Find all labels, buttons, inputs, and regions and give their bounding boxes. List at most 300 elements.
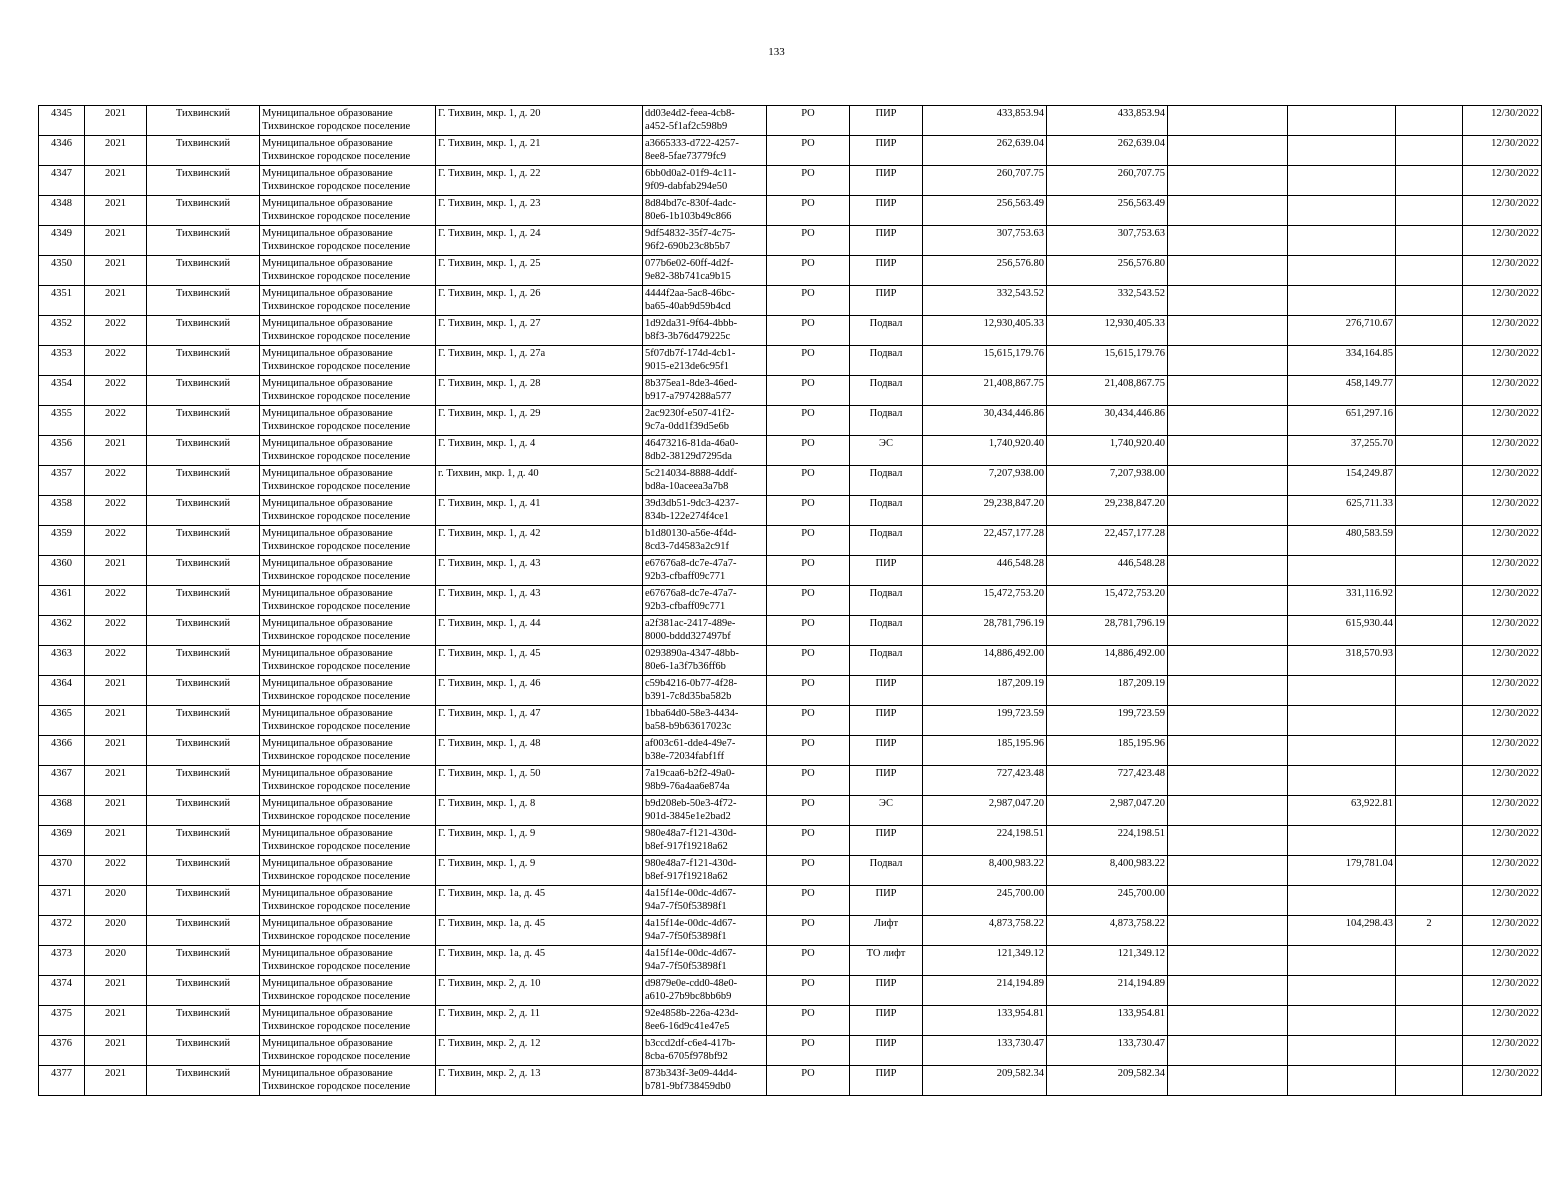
cell-row-number: 4369 [39, 826, 85, 856]
cell-sum-total: 133,730.47 [923, 1036, 1047, 1066]
cell-address: Г. Тихвин, мкр. 2, д. 11 [436, 1006, 643, 1036]
cell-date: 12/30/2022 [1463, 946, 1542, 976]
cell-fund: РО [767, 826, 850, 856]
cell-sum-contract: 262,639.04 [1047, 136, 1168, 166]
cell-house-guid-line: 92b3-cfbaff09c771 [645, 571, 726, 582]
cell-fund: РО [767, 196, 850, 226]
cell-house-guid-line: c59b4216-0b77-4f28- [645, 678, 738, 689]
cell-sum-contract: 12,930,405.33 [1047, 316, 1168, 346]
cell-sum-contract: 187,209.19 [1047, 676, 1168, 706]
cell-municipality-line: Муниципальное образование [262, 798, 393, 809]
cell-municipality-line: Муниципальное образование [262, 888, 393, 899]
cell-municipality-line: Муниципальное образование [262, 198, 393, 209]
cell-count [1396, 136, 1463, 166]
cell-municipality-line: Муниципальное образование [262, 1008, 393, 1019]
cell-municipality-line: Тихвинское городское поселение [262, 481, 411, 492]
cell-house-guid-line: 5c214034-8888-4ddf- [645, 468, 738, 479]
cell-count [1396, 946, 1463, 976]
table-row [39, 436, 1542, 466]
cell-house-guid [643, 346, 767, 376]
table-body [39, 106, 1542, 1096]
cell-sum-total: 214,194.89 [923, 976, 1047, 1006]
cell-sum-total: 15,472,753.20 [923, 586, 1047, 616]
cell-fund: РО [767, 586, 850, 616]
cell-house-guid-line: e67676a8-dc7e-47a7- [645, 588, 737, 599]
cell-year: 2022 [85, 526, 147, 556]
cell-work-type: Подвал [850, 316, 923, 346]
cell-municipality-line: Муниципальное образование [262, 228, 393, 239]
cell-house-guid-line: 8db2-38129d7295da [645, 451, 732, 462]
cell-address: Г. Тихвин, мкр. 1, д. 42 [436, 526, 643, 556]
cell-date: 12/30/2022 [1463, 1006, 1542, 1036]
cell-fund: РО [767, 676, 850, 706]
cell-municipality [260, 316, 436, 346]
cell-house-guid [643, 316, 767, 346]
cell-year: 2021 [85, 1006, 147, 1036]
cell-municipality-line: Тихвинское городское поселение [262, 241, 411, 252]
cell-count [1396, 346, 1463, 376]
cell-sum-extra [1288, 226, 1396, 256]
cell-empty [1168, 616, 1288, 646]
cell-house-guid-line: 8d84bd7c-830f-4adc- [645, 198, 736, 209]
cell-house-guid-line: 9e82-38b741ca9b15 [645, 271, 731, 282]
cell-municipality-line: Тихвинское городское поселение [262, 841, 411, 852]
cell-sum-total: 224,198.51 [923, 826, 1047, 856]
table-row [39, 826, 1542, 856]
cell-municipality-line: Муниципальное образование [262, 348, 393, 359]
cell-house-guid-line: 0293890a-4347-48bb- [645, 648, 739, 659]
cell-sum-total: 2,987,047.20 [923, 796, 1047, 826]
table-row [39, 556, 1542, 586]
cell-municipality-line: Тихвинское городское поселение [262, 601, 411, 612]
cell-sum-total: 256,563.49 [923, 196, 1047, 226]
cell-district: Тихвинский [147, 196, 260, 226]
cell-house-guid [643, 376, 767, 406]
cell-sum-extra: 331,116.92 [1288, 586, 1396, 616]
cell-fund: РО [767, 946, 850, 976]
cell-fund: РО [767, 346, 850, 376]
cell-sum-extra [1288, 706, 1396, 736]
cell-municipality-line: Муниципальное образование [262, 378, 393, 389]
cell-municipality-line: Тихвинское городское поселение [262, 511, 411, 522]
cell-house-guid [643, 136, 767, 166]
cell-municipality-line: Тихвинское городское поселение [262, 1021, 411, 1032]
cell-house-guid-line: 4a15f14e-00dc-4d67- [645, 918, 736, 929]
cell-sum-contract: 30,434,446.86 [1047, 406, 1168, 436]
cell-house-guid-line: 980e48a7-f121-430d- [645, 828, 737, 839]
cell-date: 12/30/2022 [1463, 256, 1542, 286]
cell-row-number: 4375 [39, 1006, 85, 1036]
cell-address: Г. Тихвин, мкр. 1, д. 8 [436, 796, 643, 826]
cell-sum-total: 727,423.48 [923, 766, 1047, 796]
cell-house-guid [643, 676, 767, 706]
cell-work-type: ПИР [850, 1006, 923, 1036]
cell-work-type: ЭС [850, 436, 923, 466]
page-number: 133 [768, 46, 785, 58]
cell-house-guid-line: 8b375ea1-8de3-46ed- [645, 378, 738, 389]
cell-house-guid [643, 766, 767, 796]
cell-municipality [260, 286, 436, 316]
cell-date: 12/30/2022 [1463, 406, 1542, 436]
cell-house-guid-line: a610-27b9bc8bb6b9 [645, 991, 732, 1002]
cell-fund: РО [767, 316, 850, 346]
cell-date: 12/30/2022 [1463, 436, 1542, 466]
cell-sum-contract: 256,576.80 [1047, 256, 1168, 286]
cell-work-type: ПИР [850, 196, 923, 226]
cell-address: Г. Тихвин, мкр. 1а, д. 45 [436, 946, 643, 976]
cell-sum-contract: 224,198.51 [1047, 826, 1168, 856]
table-row [39, 706, 1542, 736]
cell-fund: РО [767, 526, 850, 556]
cell-work-type: ПИР [850, 226, 923, 256]
cell-municipality-line: Муниципальное образование [262, 138, 393, 149]
cell-count [1396, 886, 1463, 916]
cell-address: Г. Тихвин, мкр. 1, д. 24 [436, 226, 643, 256]
cell-municipality-line: Тихвинское городское поселение [262, 361, 411, 372]
cell-house-guid-line: 8ee8-5fae73779fc9 [645, 151, 727, 162]
cell-year: 2020 [85, 886, 147, 916]
cell-house-guid-line: 901d-3845e1e2bad2 [645, 811, 731, 822]
cell-sum-contract: 15,615,179.76 [1047, 346, 1168, 376]
cell-sum-contract: 28,781,796.19 [1047, 616, 1168, 646]
cell-house-guid-line: 873b343f-3e09-44d4- [645, 1068, 738, 1079]
cell-sum-contract: 7,207,938.00 [1047, 466, 1168, 496]
cell-district: Тихвинский [147, 886, 260, 916]
table-row [39, 796, 1542, 826]
cell-empty [1168, 466, 1288, 496]
cell-sum-total: 28,781,796.19 [923, 616, 1047, 646]
cell-house-guid-line: 94a7-7f50f53898f1 [645, 961, 727, 972]
cell-municipality-line: Муниципальное образование [262, 468, 393, 479]
cell-district: Тихвинский [147, 346, 260, 376]
cell-sum-extra [1288, 946, 1396, 976]
cell-year: 2021 [85, 196, 147, 226]
cell-municipality-line: Муниципальное образование [262, 858, 393, 869]
cell-sum-extra [1288, 1006, 1396, 1036]
cell-district: Тихвинский [147, 226, 260, 256]
cell-district: Тихвинский [147, 946, 260, 976]
cell-date: 12/30/2022 [1463, 916, 1542, 946]
cell-municipality-line: Тихвинское городское поселение [262, 181, 411, 192]
cell-municipality-line: Муниципальное образование [262, 768, 393, 779]
cell-municipality [260, 676, 436, 706]
cell-house-guid [643, 736, 767, 766]
cell-year: 2022 [85, 646, 147, 676]
cell-sum-total: 22,457,177.28 [923, 526, 1047, 556]
cell-empty [1168, 706, 1288, 736]
cell-sum-extra: 458,149.77 [1288, 376, 1396, 406]
cell-fund: РО [767, 1066, 850, 1096]
cell-house-guid-line: a2f381ac-2417-489e- [645, 618, 736, 629]
cell-fund: РО [767, 796, 850, 826]
cell-municipality-line: Тихвинское городское поселение [262, 871, 411, 882]
cell-row-number: 4351 [39, 286, 85, 316]
cell-sum-extra [1288, 826, 1396, 856]
cell-house-guid [643, 946, 767, 976]
cell-sum-extra: 154,249.87 [1288, 466, 1396, 496]
cell-house-guid [643, 286, 767, 316]
cell-house-guid-line: 9f09-dabfab294e50 [645, 181, 728, 192]
cell-house-guid-line: 98b9-76a4aa6e874a [645, 781, 730, 792]
cell-sum-contract: 8,400,983.22 [1047, 856, 1168, 886]
cell-row-number: 4345 [39, 106, 85, 136]
table-row [39, 526, 1542, 556]
cell-sum-contract: 14,886,492.00 [1047, 646, 1168, 676]
cell-house-guid-line: 4a15f14e-00dc-4d67- [645, 948, 736, 959]
cell-year: 2021 [85, 736, 147, 766]
cell-year: 2022 [85, 316, 147, 346]
cell-municipality [260, 886, 436, 916]
cell-house-guid [643, 886, 767, 916]
cell-district: Тихвинский [147, 1036, 260, 1066]
cell-house-guid [643, 556, 767, 586]
cell-sum-contract: 15,472,753.20 [1047, 586, 1168, 616]
cell-address: Г. Тихвин, мкр. 1, д. 20 [436, 106, 643, 136]
cell-row-number: 4364 [39, 676, 85, 706]
table-row [39, 226, 1542, 256]
cell-municipality-line: Тихвинское городское поселение [262, 1081, 411, 1092]
cell-district: Тихвинский [147, 316, 260, 346]
cell-empty [1168, 676, 1288, 706]
cell-house-guid-line: 8000-bddd327497bf [645, 631, 731, 642]
cell-date: 12/30/2022 [1463, 286, 1542, 316]
cell-row-number: 4355 [39, 406, 85, 436]
cell-district: Тихвинский [147, 736, 260, 766]
cell-sum-contract: 209,582.34 [1047, 1066, 1168, 1096]
cell-district: Тихвинский [147, 796, 260, 826]
cell-fund: РО [767, 766, 850, 796]
cell-work-type: ПИР [850, 286, 923, 316]
cell-district: Тихвинский [147, 586, 260, 616]
cell-date: 12/30/2022 [1463, 1066, 1542, 1096]
cell-row-number: 4362 [39, 616, 85, 646]
cell-date: 12/30/2022 [1463, 376, 1542, 406]
table-row [39, 1006, 1542, 1036]
cell-district: Тихвинский [147, 916, 260, 946]
cell-house-guid-line: b9d208eb-50e3-4f72- [645, 798, 737, 809]
cell-work-type: ПИР [850, 736, 923, 766]
cell-municipality-line: Тихвинское городское поселение [262, 271, 411, 282]
cell-empty [1168, 736, 1288, 766]
cell-municipality-line: Муниципальное образование [262, 318, 393, 329]
cell-sum-total: 4,873,758.22 [923, 916, 1047, 946]
cell-municipality-line: Тихвинское городское поселение [262, 751, 411, 762]
cell-sum-contract: 199,723.59 [1047, 706, 1168, 736]
cell-row-number: 4360 [39, 556, 85, 586]
cell-municipality-line: Тихвинское городское поселение [262, 151, 411, 162]
cell-sum-contract: 185,195.96 [1047, 736, 1168, 766]
cell-date: 12/30/2022 [1463, 106, 1542, 136]
cell-address: Г. Тихвин, мкр. 1, д. 23 [436, 196, 643, 226]
cell-municipality-line: Тихвинское городское поселение [262, 451, 411, 462]
cell-fund: РО [767, 886, 850, 916]
cell-municipality-line: Муниципальное образование [262, 438, 393, 449]
cell-fund: РО [767, 436, 850, 466]
cell-work-type: Подвал [850, 346, 923, 376]
cell-sum-contract: 2,987,047.20 [1047, 796, 1168, 826]
cell-row-number: 4366 [39, 736, 85, 766]
table-row [39, 256, 1542, 286]
cell-fund: РО [767, 256, 850, 286]
table-row [39, 286, 1542, 316]
cell-date: 12/30/2022 [1463, 766, 1542, 796]
cell-house-guid [643, 646, 767, 676]
cell-count [1396, 736, 1463, 766]
cell-work-type: ПИР [850, 256, 923, 286]
cell-house-guid [643, 1066, 767, 1096]
cell-house-guid-line: 7a19caa6-b2f2-49a0- [645, 768, 735, 779]
cell-year: 2022 [85, 616, 147, 646]
cell-house-guid-line: 39d3db51-9dc3-4237- [645, 498, 739, 509]
cell-year: 2021 [85, 256, 147, 286]
cell-house-guid-line: 5f07db7f-174d-4cb1- [645, 348, 736, 359]
cell-date: 12/30/2022 [1463, 616, 1542, 646]
cell-municipality-line: Тихвинское городское поселение [262, 811, 411, 822]
cell-address: Г. Тихвин, мкр. 1, д. 46 [436, 676, 643, 706]
cell-house-guid [643, 166, 767, 196]
cell-count [1396, 1066, 1463, 1096]
cell-sum-total: 15,615,179.76 [923, 346, 1047, 376]
cell-fund: РО [767, 646, 850, 676]
cell-fund: РО [767, 376, 850, 406]
cell-fund: РО [767, 226, 850, 256]
cell-house-guid [643, 916, 767, 946]
cell-house-guid-line: 80e6-1b103b49c866 [645, 211, 732, 222]
cell-empty [1168, 916, 1288, 946]
cell-empty [1168, 406, 1288, 436]
cell-row-number: 4373 [39, 946, 85, 976]
cell-address: Г. Тихвин, мкр. 1, д. 26 [436, 286, 643, 316]
cell-year: 2021 [85, 166, 147, 196]
cell-house-guid-line: 834b-122e274f4ce1 [645, 511, 729, 522]
cell-year: 2021 [85, 706, 147, 736]
cell-sum-total: 30,434,446.86 [923, 406, 1047, 436]
cell-year: 2022 [85, 466, 147, 496]
cell-district: Тихвинский [147, 766, 260, 796]
cell-sum-contract: 727,423.48 [1047, 766, 1168, 796]
cell-house-guid-line: a452-5f1af2c598b9 [645, 121, 728, 132]
cell-year: 2021 [85, 136, 147, 166]
cell-municipality-line: Тихвинское городское поселение [262, 571, 411, 582]
cell-municipality-line: Тихвинское городское поселение [262, 991, 411, 1002]
cell-sum-extra [1288, 736, 1396, 766]
cell-year: 2021 [85, 556, 147, 586]
cell-sum-total: 7,207,938.00 [923, 466, 1047, 496]
cell-work-type: ПИР [850, 1036, 923, 1066]
cell-house-guid-line: 8cba-6705f978bf92 [645, 1051, 728, 1062]
cell-district: Тихвинский [147, 556, 260, 586]
cell-row-number: 4353 [39, 346, 85, 376]
cell-municipality-line: Муниципальное образование [262, 1038, 393, 1049]
cell-address: Г. Тихвин, мкр. 1, д. 22 [436, 166, 643, 196]
cell-count [1396, 616, 1463, 646]
cell-municipality-line: Тихвинское городское поселение [262, 331, 411, 342]
cell-municipality-line: Тихвинское городское поселение [262, 391, 411, 402]
cell-address: Г. Тихвин, мкр. 1, д. 27а [436, 346, 643, 376]
cell-work-type: ПИР [850, 166, 923, 196]
cell-municipality [260, 976, 436, 1006]
cell-district: Тихвинский [147, 976, 260, 1006]
cell-sum-contract: 256,563.49 [1047, 196, 1168, 226]
cell-row-number: 4347 [39, 166, 85, 196]
cell-municipality-line: Тихвинское городское поселение [262, 661, 411, 672]
cell-date: 12/30/2022 [1463, 316, 1542, 346]
cell-sum-total: 260,707.75 [923, 166, 1047, 196]
cell-district: Тихвинский [147, 436, 260, 466]
cell-municipality-line: Тихвинское городское поселение [262, 631, 411, 642]
cell-municipality-line: Тихвинское городское поселение [262, 211, 411, 222]
cell-address: Г. Тихвин, мкр. 1, д. 43 [436, 586, 643, 616]
cell-row-number: 4357 [39, 466, 85, 496]
cell-sum-contract: 446,548.28 [1047, 556, 1168, 586]
cell-year: 2020 [85, 946, 147, 976]
cell-fund: РО [767, 466, 850, 496]
cell-sum-contract: 133,730.47 [1047, 1036, 1168, 1066]
cell-sum-extra [1288, 886, 1396, 916]
cell-year: 2021 [85, 766, 147, 796]
cell-fund: РО [767, 1006, 850, 1036]
cell-house-guid-line: 8cd3-7d4583a2c91f [645, 541, 729, 552]
cell-sum-contract: 4,873,758.22 [1047, 916, 1168, 946]
cell-count [1396, 226, 1463, 256]
cell-fund: РО [767, 706, 850, 736]
cell-sum-total: 256,576.80 [923, 256, 1047, 286]
cell-count [1396, 526, 1463, 556]
cell-count [1396, 586, 1463, 616]
table-row [39, 916, 1542, 946]
cell-municipality-line: Муниципальное образование [262, 258, 393, 269]
cell-house-guid [643, 196, 767, 226]
cell-empty [1168, 196, 1288, 226]
table-row [39, 316, 1542, 346]
cell-address: Г. Тихвин, мкр. 2, д. 10 [436, 976, 643, 1006]
cell-count [1396, 706, 1463, 736]
cell-sum-total: 307,753.63 [923, 226, 1047, 256]
cell-row-number: 4377 [39, 1066, 85, 1096]
cell-municipality-line: Тихвинское городское поселение [262, 931, 411, 942]
cell-sum-contract: 260,707.75 [1047, 166, 1168, 196]
cell-municipality [260, 796, 436, 826]
cell-date: 12/30/2022 [1463, 856, 1542, 886]
cell-work-type: Лифт [850, 916, 923, 946]
cell-house-guid-line: 1bba64d0-58e3-4434- [645, 708, 739, 719]
cell-sum-extra: 179,781.04 [1288, 856, 1396, 886]
cell-row-number: 4374 [39, 976, 85, 1006]
cell-count [1396, 556, 1463, 586]
cell-municipality-line: Муниципальное образование [262, 108, 393, 119]
cell-count [1396, 676, 1463, 706]
cell-work-type: ПИР [850, 556, 923, 586]
cell-district: Тихвинский [147, 706, 260, 736]
cell-municipality-line: Тихвинское городское поселение [262, 781, 411, 792]
cell-sum-extra [1288, 286, 1396, 316]
cell-house-guid [643, 706, 767, 736]
cell-fund: РО [767, 976, 850, 1006]
cell-municipality [260, 916, 436, 946]
cell-sum-total: 262,639.04 [923, 136, 1047, 166]
table-row [39, 886, 1542, 916]
cell-work-type: ТО лифт [850, 946, 923, 976]
cell-fund: РО [767, 856, 850, 886]
cell-house-guid-line: b8f3-3b76d479225c [645, 331, 731, 342]
cell-empty [1168, 526, 1288, 556]
cell-empty [1168, 586, 1288, 616]
cell-house-guid-line: 9015-e213de6c95f1 [645, 361, 729, 372]
cell-house-guid [643, 526, 767, 556]
cell-empty [1168, 226, 1288, 256]
cell-row-number: 4368 [39, 796, 85, 826]
cell-sum-total: 121,349.12 [923, 946, 1047, 976]
